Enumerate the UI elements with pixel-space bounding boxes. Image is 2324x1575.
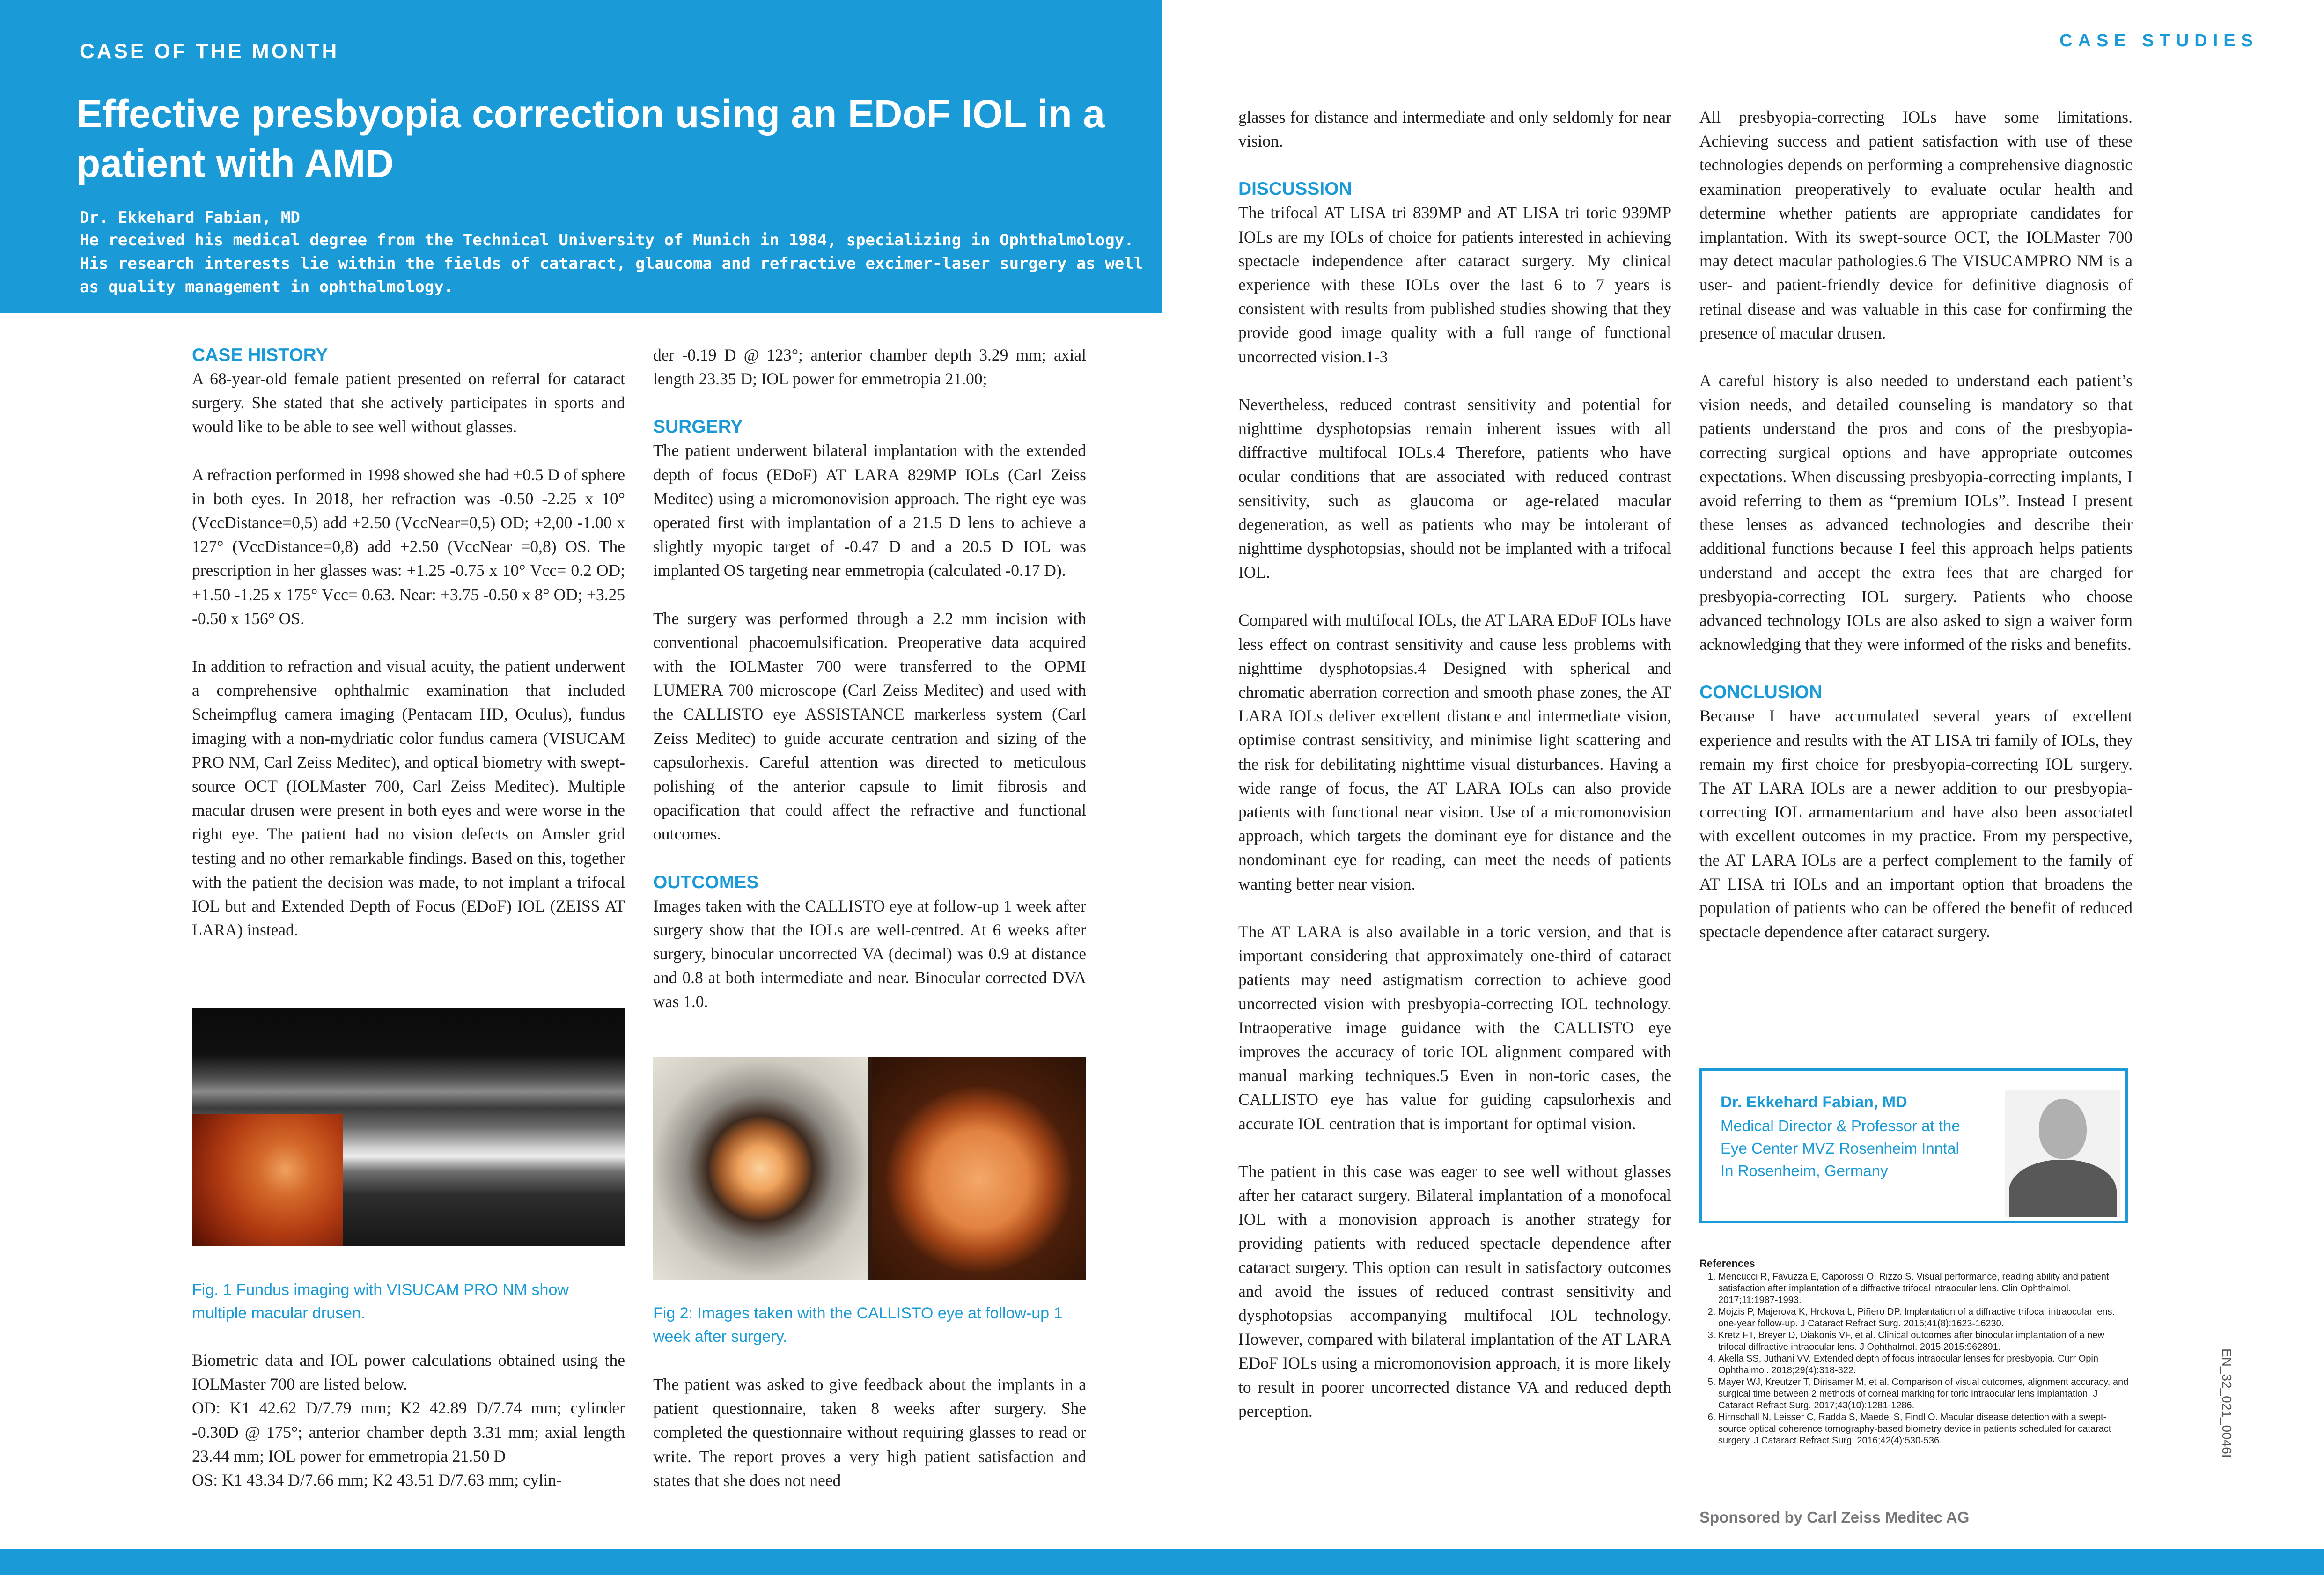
header-banner [0, 0, 1162, 313]
references [1699, 1257, 2133, 1447]
figure-1-caption: Fig. 1 Fundus imaging with VISUCAM PRO NM show multiple macular drusen. [192, 1281, 569, 1322]
paragraph: Compared with multifocal IOLs, the AT LARA EDoF IOLs have less effect on contrast sensitivity and cause less problems with nighttime dysphotopsias.4 Designed with spherical and chromatic aberration correction and smooth phase zones, the AT LARA IOLs deliver excellent distance and intermediate vision, optimise contrast sensitivity, and minimise light scattering and the risk for debilitating nighttime visual disturbances. Having a wide range of focus, the AT LARA IOLs can also provide patients with functional near vision. Use of a micromonovision approach, which targets the dominant eye for distance and the nondominant eye for reading, can meet the needs of patients wanting better near vision. [1238, 611, 1671, 893]
column-2 [653, 343, 1086, 1038]
paragraph: A refraction performed in 1998 showed she had +0.5 D of sphere in both eyes. In 2018, her refraction was -0.50 -2.25 x 10° (VccDistance=0,5) add +2.50 (VccNear=0,5) OD; +2,00 -1.00 x 127° (VccDistance=0,8) add +2.50 (VccNear =0,8) OS. The prescription in her glasses was: +1.25 -0.75 x 10° Vcc= 0.2 OD; +1.50 -1.25 x 175° Vcc= 0.63. Near: +3.75 -0.50 x 8° OD; +3.25 -0.50 x 156° OS. [192, 465, 625, 628]
heading-surgery: SURGERY [653, 417, 743, 437]
bio-name: Dr. Ekkehard Fabian, MD [1721, 1093, 1907, 1111]
eye-image-left [653, 1057, 868, 1280]
paragraph: The patient underwent bilateral implantation with the extended depth of focus (EDoF) AT LARA 829MP IOLs (Carl Zeiss Meditec) using a micromonovision approach. The right eye was operated first with implantation of a 21.5 D lens to achieve a slightly myopic target of -0.47 D and a 20.5 D IOL was implanted OS targeting near emmetropia (calculated -0.17 D). [653, 441, 1086, 580]
references-heading: References [1699, 1258, 1755, 1269]
paragraph: Because I have accumulated several years of excellent experience and results with the AT LISA tri family of IOLs, they remain my first choice for presbyopia-correcting IOL surgery. The AT LARA IOLs are a newer addition to our presbyopia-correcting IOL armamentarium and have also been associated with excellent outcomes in my practice. From my perspective, the AT LARA IOLs are a perfect complement to the family of AT LISA tri IOLs and an important option that broadens the population of patients who can be offered the benefit of reduced spectacle dependence after cataract surgery. [1699, 707, 2133, 942]
kicker: CASE OF THE MONTH [80, 40, 339, 63]
reference-item: 5. Mayer WJ, Kreutzer T, Dirisamer M, et al. Comparison of visual outcomes, alignment accuracy, and surgical time between 2 methods of corneal marking for toric intraocular lens implantation. J Cataract Refract Surg. 2017;43(10):1281-1286. [1718, 1376, 2133, 1412]
paragraph: Nevertheless, reduced contrast sensitivity and potential for nighttime dysphotopsias remain inherent issues with all diffractive multifocal IOLs.4 Therefore, patients who have ocular conditions that are associated with reduced contrast sensitivity, such as glaucoma or age-related macular degeneration, as well as patients who may be intolerant of nighttime dysphotopsias, should not be implanted with a trifocal IOL. [1238, 395, 1671, 582]
heading-outcomes: OUTCOMES [653, 872, 759, 892]
reference-item: 1. Mencucci R, Favuzza E, Caporossi O, Rizzo S. Visual performance, reading ability and patient satisfaction after implantation of a diffractive trifocal intraocular lens. Clin Ophthalmol. 2017;11:1987-1993. [1718, 1271, 2133, 1306]
author-photo [2005, 1090, 2120, 1217]
paragraph: Images taken with the CALLISTO eye at follow-up 1 week after surgery show that the IOLs are well-centred. At 6 weeks after surgery, binocular uncorrected VA (decimal) was 0.9 at distance and 0.8 at both intermediate and near. Binocular corrected DVA was 1.0. [653, 896, 1086, 1011]
figure-2-callisto-images [653, 1057, 1086, 1280]
author-name: Dr. Ekkehard Fabian, MD [80, 208, 300, 227]
column-4 [1699, 105, 2133, 944]
author-bio-box [1699, 1068, 2128, 1223]
paragraph: A 68-year-old female patient presented on referral for cataract surgery. She stated that she actively participates in sports and would like to be able to see well without glasses. [192, 369, 625, 436]
paragraph: The patient was asked to give feedback about the implants in a patient questionnaire, taken 8 weeks after surgery. She completed the questionnaire without requiring glasses to read or write. The report proves a very high patient satisfaction and states that she does not need [653, 1375, 1086, 1490]
reference-item: 2. Mojzis P, Majerova K, Hrckova L, Piñero DP. Implantation of a diffractive trifocal intraocular lens: one-year follow-up. J Cataract Refract Surg. 2015;41(8):1623-16230. [1718, 1306, 2133, 1330]
section-label: CASE STUDIES [2059, 31, 2258, 51]
paragraph: The AT LARA is also available in a toric version, and that is important considering that approximately one-third of cataract patients may need astigmatism correction to achieve good uncorrected vision with presbyopia-correcting IOL technology. Intraoperative image guidance with the CALLISTO eye improves the accuracy of toric IOL alignment compared with manual marking techniques.5 Even in non-toric cases, the CALLISTO eye has value for guiding capsulorhexis and accurate IOL centration that is important for optimal vision. [1238, 922, 1671, 1133]
paragraph: The patient in this case was eager to see well without glasses after her cataract surgery. Bilateral implantation of a monofocal IOL with a monovision approach is another strategy for providing patients with reduced spectacle dependence after cataract surgery. This option can result in satisfactory outcomes and avoid the issues of reduced contrast sensitivity and dysphotopsias accompanying multifocal IOL technology. However, compared with bilateral implantation of the AT LARA EDoF IOLs using a micromonovision approach, it is more likely to result in poorer uncorrected distance VA and reduced depth perception. [1238, 1162, 1671, 1420]
figure-1-oct-fundus [192, 1008, 625, 1246]
paragraph: glasses for distance and intermediate and only seldomly for near vision. [1238, 108, 1671, 151]
heading-case-history: CASE HISTORY [192, 345, 328, 365]
heading-conclusion: CONCLUSION [1699, 682, 1823, 703]
sponsor-line: Sponsored by Carl Zeiss Meditec AG [1699, 1509, 1970, 1526]
paragraph: A careful history is also needed to understand each patient’s vision needs, and detailed counseling is mandatory so that patients understand the pros and cons of the presbyopia-correcting surgical options and have appropriate outcomes expectations. When discussing presbyopia-correcting implants, I avoid referring to them as “premium IOLs”. Instead I present these lenses as advanced technologies and describe their additional functions because I feel this approach helps patients understand and accept the extra fees that are charged for presbyopia-correcting IOL surgery. Patients who choose advanced technology IOLs are also asked to sign a waiver form acknowledging that they were informed of the risks and benefits. [1699, 371, 2133, 654]
paragraph: The surgery was performed through a 2.2 mm incision with conventional phacoemulsification. Preoperative data acquired with the IOLMaster 700 were transferred to the OPMI LUMERA 700 microscope (Carl Zeiss Meditec) and used with the CALLISTO eye ASSISTANCE markerless system (Carl Zeiss Meditec) to guide accurate centration and sizing of the capsulorhexis. Careful attention was directed to meticulous polishing of the anterior capsule to limit fibrosis and opacification that could affect the refractive and functional outcomes. [653, 609, 1086, 844]
article-title: Effective presbyopia correction using an EDoF IOL in a patient with AMD [76, 92, 1105, 185]
heading-discussion: DISCUSSION [1238, 179, 1352, 199]
column-2-bottom [653, 1373, 1086, 1493]
paragraph: All presbyopia-correcting IOLs have some limitations. Achieving success and patient satisfaction with use of these technologies depends on performing a comprehensive diagnostic examination preoperatively to evaluate ocular health and determine whether patients are appropriate candidates for implantation. With its swept-source OCT, the IOLMaster 700 may detect macular pathologies.6 The VISUCAMPRO NM is a user- and patient-friendly device for definitive diagnosis of retinal disease and was valuable in this case for confirming the presence of macular drusen. [1699, 108, 2133, 342]
paragraph: der -0.19 D @ 123°; anterior chamber depth 3.29 mm; axial length 23.35 D; IOL power for emmetropia 21.00; [653, 346, 1086, 389]
reference-item: 6. Hirnschall N, Leisser C, Radda S, Maedel S, Findl O. Macular disease detection with a swept-source optical coherence tomography-based biometry device in patients scheduled for cataract surgery. J Cataract Refract Surg. 2016;42(4):530-536. [1718, 1412, 2133, 1447]
document-code: EN_32_021_0046I [2220, 1348, 2234, 1458]
reference-item: 4. Akella SS, Juthani VV. Extended depth of focus intraocular lenses for presbyopia. Curr Opin Ophthalmol. 2018;29(4):318-322. [1718, 1353, 2133, 1376]
figure-2-caption: Fig 2: Images taken with the CALLISTO eye at follow-up 1 week after surgery. [653, 1304, 1063, 1346]
fundus-photo-image [192, 1114, 343, 1246]
footer-bar [0, 1549, 2324, 1575]
bio-institution: Eye Center MVZ Rosenheim Inntal [1721, 1140, 1959, 1157]
column-3 [1238, 105, 1671, 1423]
column-1 [192, 343, 625, 966]
paragraph: In addition to refraction and visual acuity, the patient underwent a comprehensive ophthalmic examination that included Scheimpflug camera imaging (Pentacam HD, Oculus), fundus imaging with a non-mydriatic color fundus camera (VISUCAM PRO NM, Carl Zeiss Meditec), and optical biometry with swept-source OCT (IOLMaster 700, Carl Zeiss Meditec). Multiple macular drusen were present in both eyes and were worse in the right eye. The patient had no vision defects on Amsler grid testing and no other remarkable findings. Based on this, together with the patient the decision was made, to not implant a trifocal IOL but and Extended Depth of Focus (EDoF) IOL (ZEISS AT LARA) instead. [192, 657, 625, 940]
bio-title: Medical Director & Professor at the [1721, 1117, 1960, 1134]
references-list [1699, 1271, 2133, 1447]
eye-image-right [872, 1057, 1086, 1280]
column-1-bottom [192, 1348, 625, 1492]
author-bio: He received his medical degree from the Technical University of Munich in 1984, specializing in Ophthalmology. His research interests lie within the fields of cataract, glaucoma and refractive excimer-laser surgery as well as quality management in ophthalmology. [80, 231, 1144, 296]
paragraph: The trifocal AT LISA tri 839MP and AT LISA tri toric 939MP IOLs are my IOLs of choice for patients interested in achieving spectacle independence after cataract surgery. My clinical experience with these IOLs over the last 6 to 7 years is consistent with results from published studies showing that they provide good image quality with a full range of functional uncorrected vision.1-3 [1238, 203, 1671, 366]
bio-location: In Rosenheim, Germany [1721, 1162, 1888, 1179]
paragraph: Biometric data and IOL power calculations obtained using the IOLMaster 700 are listed below. OD: K1 42.62 D/7.79 mm; K2 42.89 D/7.74 mm; cylinder -0.30D @ 175°; anterior chamber depth 3.31 mm; axial length 23.44 mm; IOL power for emmetropia 21.50 D OS: K1 43.34 D/7.66 mm; K2 43.51 D/7.63 mm; cylin- [192, 1351, 625, 1490]
reference-item: 3. Kretz FT, Breyer D, Diakonis VF, et al. Clinical outcomes after binocular implantation of a new trifocal diffractive intraocular lens. J Ophthalmol. 2015;2015:962891. [1718, 1330, 2133, 1353]
